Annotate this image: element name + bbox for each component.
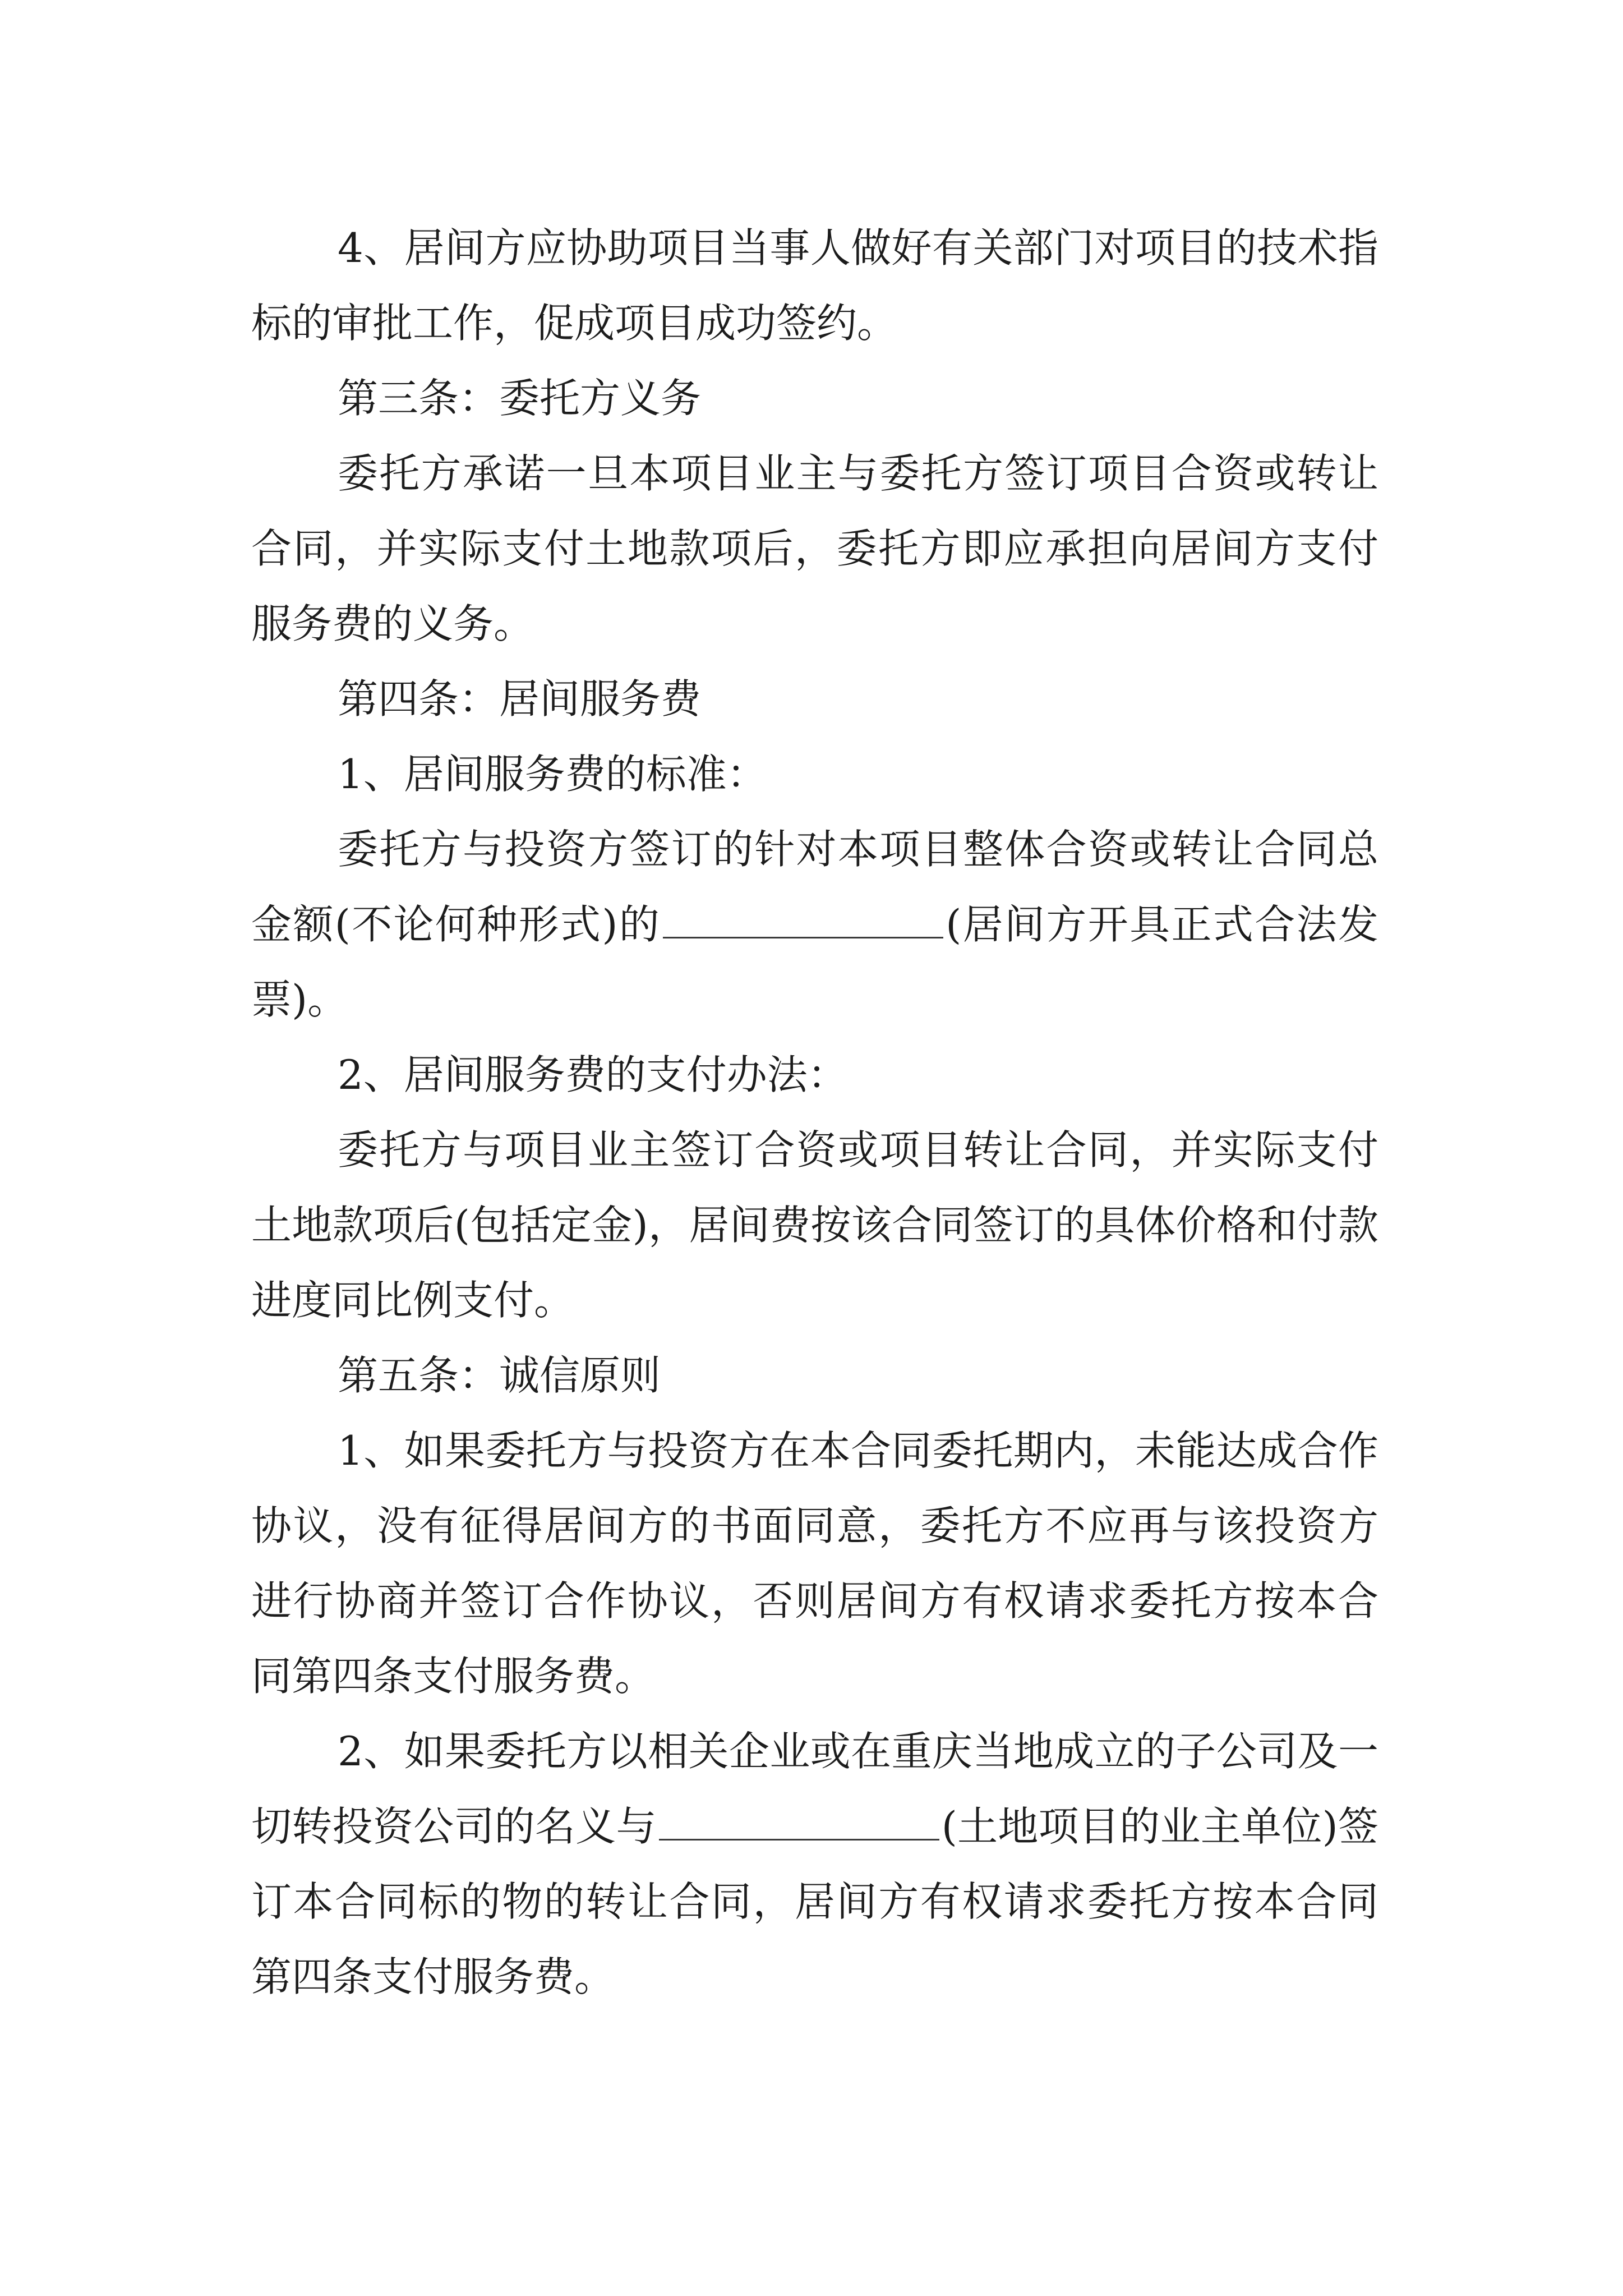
fee-standard-body bbox=[251, 812, 1378, 1037]
contract-page bbox=[251, 210, 1378, 2014]
fee-standard-text-after: (居间方开具正式合法发票)。 bbox=[251, 901, 1379, 1023]
article-5-heading: 第五条：诚信原则 bbox=[338, 1352, 661, 1399]
article-3-body: 委托方承诺一旦本项目业主与委托方签订项目合资或转让合同，并实际支付土地款项后，委托方即应承担向居间方支付服务费的义务。 bbox=[251, 450, 1378, 647]
fee-standard-text-before: 委托方与投资方签订的针对本项目整体合资或转让合同总金额(不论何种形式)的 bbox=[251, 826, 1378, 948]
fee-payment-title: 2、居间服务费的支付办法： bbox=[338, 1051, 848, 1098]
good-faith-item-1: 1、如果委托方与投资方在本合同委托期内，未能达成合作协议，没有征得居间方的书面同意，委托方不应再与该投资方进行协商并签订合作协议，否则居间方有权请求委托方按本合同第四条支付服务费。 bbox=[251, 1427, 1378, 1700]
good-faith-text-after: (土地项目的业主单位)签订本合同标的物的转让合同，居间方有权请求委托方按本合同第四条支付服务费。 bbox=[251, 1803, 1378, 2000]
article-3-heading: 第三条：委托方义务 bbox=[338, 375, 702, 422]
article-4-heading: 第四条：居间服务费 bbox=[338, 675, 702, 723]
project-owner-blank[interactable] bbox=[659, 1805, 939, 1841]
clause-2-item-4: 4、居间方应协助项目当事人做好有关部门对项目的技术指标的审批工作，促成项目成功签约。 bbox=[251, 224, 1378, 347]
good-faith-text-before: 2、如果委托方以相关企业或在重庆当地成立的子公司及一切转投资公司的名义与 bbox=[251, 1728, 1378, 1850]
fee-standard-title: 1、居间服务费的标准： bbox=[338, 751, 767, 798]
fee-payment-body: 委托方与项目业主签订合资或项目转让合同，并实际支付土地款项后(包括定金)，居间费按该合同签订的具体价格和付款进度同比例支付。 bbox=[251, 1126, 1378, 1324]
fee-amount-blank[interactable] bbox=[663, 903, 943, 938]
good-faith-item-2 bbox=[251, 1714, 1378, 2014]
